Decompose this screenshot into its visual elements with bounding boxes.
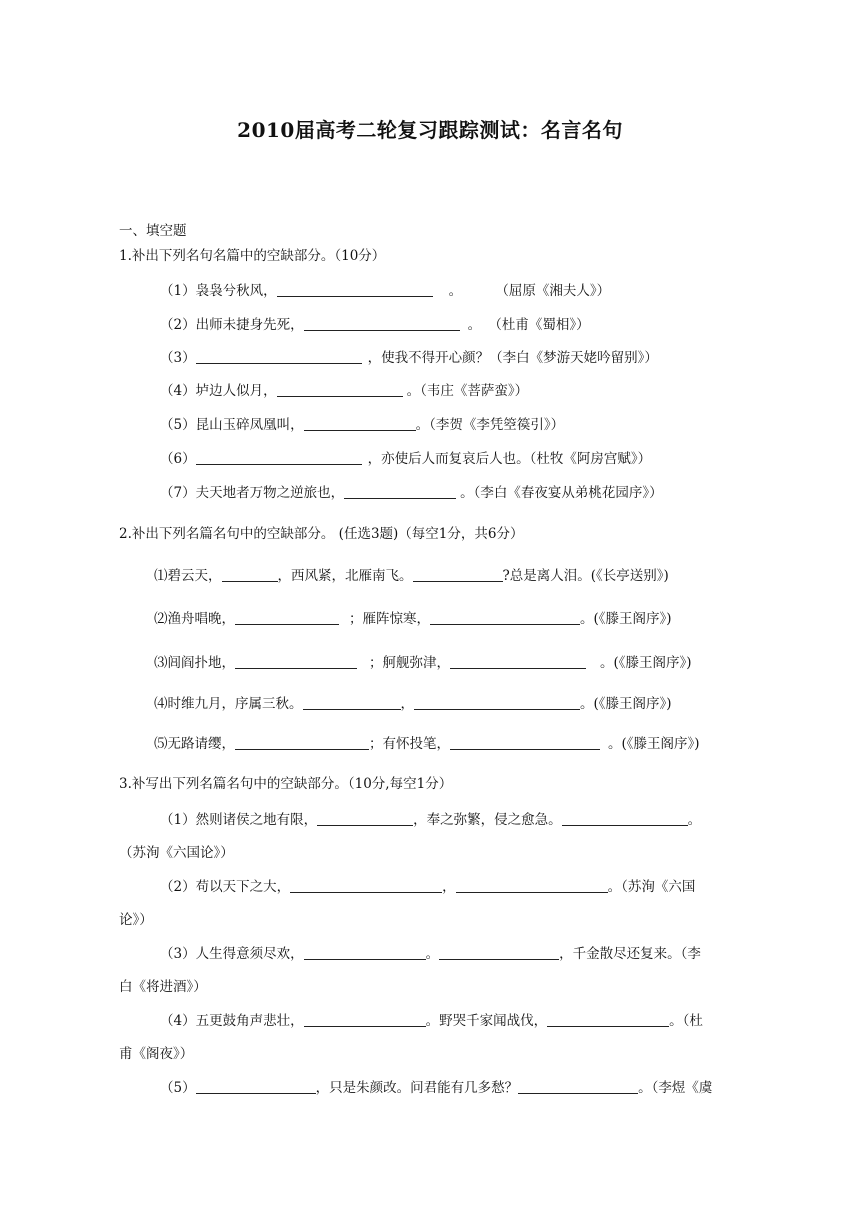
q3-item-1-source: （苏洵《六国论》） [119,845,234,861]
item-text: 。(《滕王阁序》) [580,611,672,627]
item-text: ；有怀投笔， [369,736,450,752]
item-text: 。（李白《春夜宴从弟桃花园序》） [460,485,663,501]
answer-blank[interactable] [304,316,460,331]
item-text: 。(《滕王阁序》) [580,696,672,712]
answer-blank[interactable] [317,811,413,826]
item-text: 。（杜 [669,1013,703,1029]
q2-item-1 [154,566,669,586]
item-text: ，只是朱颜改。问君能有几多愁？ [315,1080,519,1096]
answer-blank[interactable] [450,654,586,669]
item-text: ?总是离人泪。(《长亭送别》) [502,568,669,584]
item-text: ⑸无路请缨， [154,736,235,752]
answer-blank[interactable] [303,695,401,710]
item-text: ，亦使后人而复哀后人也。（杜牧《阿房宫赋》） [367,451,652,467]
answer-blank[interactable] [235,610,339,625]
q3-item-3-source: 白《将进酒》） [119,979,207,995]
q1-item-1 [160,281,610,301]
item-text: ⑷时维九月，序属三秋。 [154,696,303,712]
item-text: （4）五更鼓角声悲壮， [160,1013,304,1029]
q3-item-4-source: 甫《阁夜》） [119,1046,194,1062]
item-text: 。（李煜《虞 [638,1080,713,1096]
q1-item-6 [160,449,651,469]
item-text: （5） [160,1080,196,1096]
item-text: 。(《滕王阁序》) [608,736,700,752]
answer-blank[interactable] [304,945,426,960]
item-text: 。 [425,946,440,962]
q3-item-5 [160,1078,712,1098]
q2-item-3 [154,653,692,673]
item-text: 。（李贺《李凭箜篌引》） [415,417,565,433]
item-text: （1）袅袅兮秋风， [160,283,277,299]
item-text: 。 [467,317,482,333]
q1-item-4 [160,381,528,401]
item-text: ， [442,879,456,895]
item-text: ，西风紧，北雁南飞。 [277,568,413,584]
question-3-heading: 3.补写出下列名篇名句中的空缺部分。（10分,每空1分） [119,776,453,792]
item-text: ，千金散尽还复来。（李 [559,946,701,962]
item-text: ；雁阵惊寒， [349,611,430,627]
answer-blank[interactable] [430,610,580,625]
q3-item-1 [160,810,701,830]
answer-blank[interactable] [304,416,416,431]
answer-blank[interactable] [456,878,608,893]
answer-blank[interactable] [290,878,442,893]
item-text: （7）夫天地者万物之逆旅也， [160,485,345,501]
answer-blank[interactable] [235,654,357,669]
item-text: ，使我不得开心颜？（李白《梦游天姥吟留别》） [367,350,658,366]
q2-item-4 [154,694,672,714]
answer-blank[interactable] [344,484,456,499]
item-source: （屈原《湘夫人》） [502,283,611,299]
section-heading: 一、填空题 [119,223,187,239]
item-source: （杜甫《蜀相》） [495,317,590,333]
item-text: ，奉之弥繁，侵之愈急。 [413,812,562,828]
q1-item-2 [160,315,590,335]
item-text: （5）昆山玉碎凤凰叫， [160,417,304,433]
answer-blank[interactable] [562,811,688,826]
answer-blank[interactable] [222,567,278,582]
answer-blank[interactable] [413,567,503,582]
item-text: （6） [160,451,196,467]
item-text: （1）然则诸侯之地有限， [160,812,318,828]
item-text: ⑵渔舟唱晚， [154,611,235,627]
q3-item-4 [160,1011,703,1031]
answer-blank[interactable] [547,1012,669,1027]
item-text: （3） [160,350,196,366]
q3-item-2-source: 论》） [119,912,153,928]
item-text: 。 [687,812,702,828]
item-text: ， [400,696,414,712]
q2-item-2 [154,609,672,629]
q1-item-3 [160,348,658,368]
item-text: ⑴碧云天， [154,568,222,584]
item-text: （2）苟以天下之大， [160,879,291,895]
item-text: 。（苏洵《六国 [607,879,696,895]
answer-blank[interactable] [414,695,580,710]
answer-blank[interactable] [196,450,362,465]
q3-item-3 [160,944,701,964]
answer-blank[interactable] [196,1079,316,1094]
item-text: 。野哭千家闻战伐， [425,1013,548,1029]
answer-blank[interactable] [304,1012,426,1027]
answer-blank[interactable] [518,1079,638,1094]
answer-blank[interactable] [439,945,559,960]
answer-blank[interactable] [277,382,403,397]
q1-item-7 [160,483,663,503]
item-text: ⑶闾阎扑地， [154,655,235,671]
answer-blank[interactable] [196,349,362,364]
question-1-heading: 1.补出下列名句名篇中的空缺部分。（10分） [119,248,386,264]
page-title: 2010届高考二轮复习跟踪测试：名言名句 [237,118,623,142]
item-text: ；舸舰弥津， [369,655,450,671]
q2-item-5 [154,734,700,754]
item-text: （2）出师未捷身先死， [160,317,304,333]
q3-item-2 [160,877,695,897]
answer-blank[interactable] [235,735,369,750]
item-text: （3）人生得意须尽欢， [160,946,304,962]
item-text: （4）垆边人似月， [160,383,277,399]
answer-blank[interactable] [277,282,433,297]
item-text: 。(《滕王阁序》) [600,655,692,671]
item-text: 。（韦庄《菩萨蛮》） [406,383,529,399]
answer-blank[interactable] [450,735,600,750]
q1-item-5 [160,415,564,435]
item-text: 。 [448,283,463,299]
question-2-heading: 2.补出下列名篇名句中的空缺部分。 (任选3题)（每空1分，共6分） [119,526,524,542]
